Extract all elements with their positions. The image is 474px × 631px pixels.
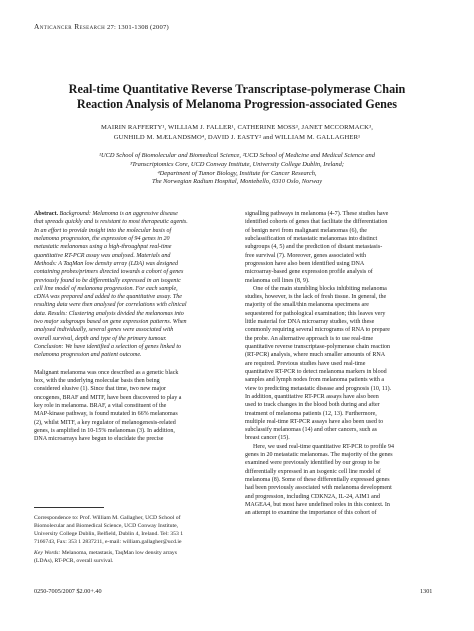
- right-column: [245, 210, 444, 518]
- body-line: Here, we used real-time quantitative RT-PCR to profile 94: [253, 443, 394, 450]
- abstract-line: Background: Melanoma is an aggressive disease: [59, 211, 178, 217]
- abstract-line: Conclusion: We have identified a selection of genes linked to: [34, 344, 182, 350]
- correspondence-note: [34, 514, 233, 546]
- keywords: [34, 549, 233, 565]
- body-line: box, with the underlying molecular basis then being: [34, 377, 160, 384]
- body-line: multiple real-time RT-PCR assays have also been used to: [245, 418, 384, 425]
- body-line: considered elusive (1). Since that time, two new major: [34, 386, 166, 393]
- body-line: little material for DNA microarray studies, with these: [245, 319, 375, 326]
- body-line: samples and lymph nodes from melanoma patients with a: [245, 377, 385, 384]
- affiliation-line: ³Transcriptomics Core, UCD Conway Institute, University College Dublin, Ireland;: [130, 160, 344, 168]
- body-line: majority of the small/thin melanoma specimens are: [245, 302, 369, 309]
- abstract-line: melanoma progression, the expression of 94 genes in 20: [34, 235, 170, 242]
- body-line: treatment of melanoma patients (12, 13). Furthermore,: [245, 410, 377, 417]
- page-number: 1301: [420, 588, 433, 595]
- body-line: genes in 20 metastatic melanomas. The majority of the genes: [245, 452, 393, 459]
- body-line: free survival (7). Moreover, genes associated with: [245, 252, 366, 259]
- journal-name: Anticancer Research: [34, 22, 106, 31]
- body-line: are required. Previous studies have used real-time: [245, 360, 366, 367]
- footnote-divider: [34, 507, 104, 508]
- abstract-line: analysed individually, several genes were associated with: [34, 327, 174, 334]
- body-line: melanoma (8). Some of these differentially expressed genes: [245, 477, 390, 483]
- abstract-line: two major subgroups based on gene expression patterns. When: [34, 319, 187, 326]
- body-paragraph: [245, 443, 444, 518]
- correspondence-line: University College Dublin, Belfield, Dublin 4, Ireland. Tel: 353 1: [34, 531, 184, 537]
- affiliations: [30, 152, 444, 187]
- body-line: examined were previously identified by our group to be: [245, 460, 380, 467]
- abstract-line: previously found to be differentially expressed in an isogenic: [34, 277, 181, 284]
- running-head: [34, 22, 169, 31]
- body-line: key role in melanoma. BRAF, a vital constituent of the: [34, 402, 167, 409]
- abstract-line: cDNA was prepared and added to the quantitative assay. The: [34, 294, 182, 301]
- body-line: quantitative RT-PCR to detect melanoma markers in blood: [245, 368, 387, 375]
- abstract-line: data. Results: Clustering analysis divided the melanomas into: [34, 310, 184, 317]
- left-column: [34, 210, 233, 443]
- abstract-line: resulting data were then analysed for correlations with clinical: [34, 302, 187, 309]
- body-line: differentially expressed in an isogenic cell line model of: [245, 468, 381, 475]
- introduction-paragraph: [34, 369, 233, 444]
- body-line: an attempt to examine the importance of this cohort of: [245, 510, 377, 517]
- abstract-line: overall survival, depth and type of the primary tumour.: [34, 335, 167, 342]
- body-paragraph: [245, 285, 444, 443]
- body-line: MAGEA4, but most have undefined roles in this context. In: [245, 501, 390, 508]
- title-line: Reaction Analysis of Melanoma Progression-associated Genes: [76, 97, 398, 111]
- body-line: of benign nevi from malignant melanomas (6), the: [245, 227, 367, 234]
- abstract-line: In an effort to provide insight into the molecular basis of: [34, 227, 172, 234]
- body-line: subgroups (4, 5) and the prediction of distant metastasis-: [245, 244, 383, 251]
- citation: 27: 1301-1308 (2007): [106, 24, 169, 31]
- keywords-line: (LDAs), RT-PCR, overall survival.: [34, 558, 114, 564]
- body-line: subclassify melanomas (14) and other cancers, such as: [245, 427, 377, 434]
- keywords-line: Melanoma, metastasis, TaqMan low density arrays: [61, 550, 177, 556]
- abstract-line: metastatic melanomas using a high-throughput real-time: [34, 244, 172, 251]
- body-line: microarray-based gene expression profile analysis of: [245, 269, 373, 276]
- correspondence-line: 7166743, Fax: 353 1 2837211, e-mail: william.gallagher@ucd.ie: [34, 539, 182, 545]
- body-line: commonly requiring several micrograms of RNA to prepare: [245, 327, 390, 334]
- body-line: melanoma cell lines (8, 9).: [245, 277, 310, 284]
- correspondence-line: Biomolecular and Biomedical Science, UCD Conway Institute,: [34, 523, 179, 529]
- body-line: (RT-PCR) analysis, where much smaller amounts of RNA: [245, 352, 386, 359]
- body-line: subclassification of metastatic melanomas into distinct: [245, 235, 378, 242]
- body-line: the probe. An alternative approach is to use real-time: [245, 335, 374, 342]
- body-line: In addition, quantitative RT-PCR assays have also been: [245, 393, 379, 400]
- body-line: used to track changes in the blood both during and after: [245, 402, 380, 409]
- keywords-label: Key Words:: [34, 550, 61, 556]
- abstract-label: Abstract.: [34, 211, 59, 217]
- author-line: MAIRIN RAFFERTY¹, WILLIAM J. FALLER¹, CATHERINE MOSS³, JANET MCCORMACK³,: [100, 124, 373, 131]
- body-line: genes, is amplified in 10-15% melanomas (3). In addition,: [34, 427, 175, 434]
- body-line: oncogenes, BRAF and MITF, have been discovered to play a: [34, 394, 182, 401]
- body-line: One of the main stumbling blocks inhibiting melanoma: [253, 285, 387, 292]
- body-line: sequestered for pathological examination; this leaves very: [245, 310, 386, 317]
- abstract-line: that spreads quickly and is resistant to most therapeutic agents.: [34, 219, 188, 226]
- body-line: signalling pathways in melanoma (4-7). These studies have: [245, 211, 389, 217]
- body-line: quantitative reverse transcriptase-polymerase chain reaction: [245, 344, 391, 350]
- body-line: Malignant melanoma was once described as a genetic black: [34, 369, 179, 376]
- body-line: MAP-kinase pathway, is found mutated in 66% melanomas: [34, 411, 178, 418]
- abstract-line: containing probes/primers directed towards a cohort of genes: [34, 269, 184, 276]
- body-line: progression have also been identified using DNA: [245, 260, 365, 267]
- title-line: Real-time Quantitative Reverse Transcriptase-polymerase Chain: [68, 82, 406, 96]
- body-paragraph: [245, 210, 444, 285]
- abstract-line: melanoma progression and patient outcome.: [34, 352, 142, 359]
- article-title: [20, 82, 454, 112]
- body-line: had been previously associated with melanoma development: [245, 485, 392, 492]
- body-line: DNA microarrays have begun to elucidate the precise: [34, 436, 164, 443]
- body-line: and progression, including CDKN2A, IL-24, AIM1 and: [245, 493, 380, 500]
- issn-footer: 0250-7005/2007 $2.00+.40: [34, 588, 102, 595]
- abstract-line: quantitative RT-PCR assay was analysed. Materials and: [34, 252, 171, 259]
- abstract: [34, 210, 233, 360]
- abstract-line: cell line model of melanoma progression. For each sample,: [34, 285, 178, 292]
- body-line: (2), whilst MITF, a key regulator of melanogenesis-related: [34, 419, 176, 426]
- affiliation-line: The Norwegian Radium Hospital, Montebello, 0310 Oslo, Norway: [151, 178, 323, 186]
- affiliation-line: ⁴Department of Tumor Biology, Institute for Cancer Research,: [157, 169, 317, 177]
- body-line: identified cohorts of genes that facilitate the differentiation: [245, 219, 388, 226]
- affiliation-line: ¹UCD School of Biomolecular and Biomedical Science, ²UCD School of Medicine and Medical Science and: [99, 152, 375, 159]
- correspondence-line: Correspondence to: Prof. William M. Gallagher, UCD School of: [34, 515, 181, 521]
- abstract-line: Methods: A TaqMan low density array (LDA) was designed: [34, 260, 179, 267]
- body-line: studies, however, is the lack of fresh tissue. In general, the: [245, 294, 387, 301]
- author-line: GUNHILD M. MÆLANDSMO⁴, DAVID J. EASTY² and WILLIAM M. GALLAGHER¹: [113, 133, 361, 141]
- author-list: [40, 123, 434, 142]
- body-line: breast cancer (15).: [245, 435, 290, 442]
- body-line: view to predicting metastatic disease and prognosis (10, 11).: [245, 385, 392, 392]
